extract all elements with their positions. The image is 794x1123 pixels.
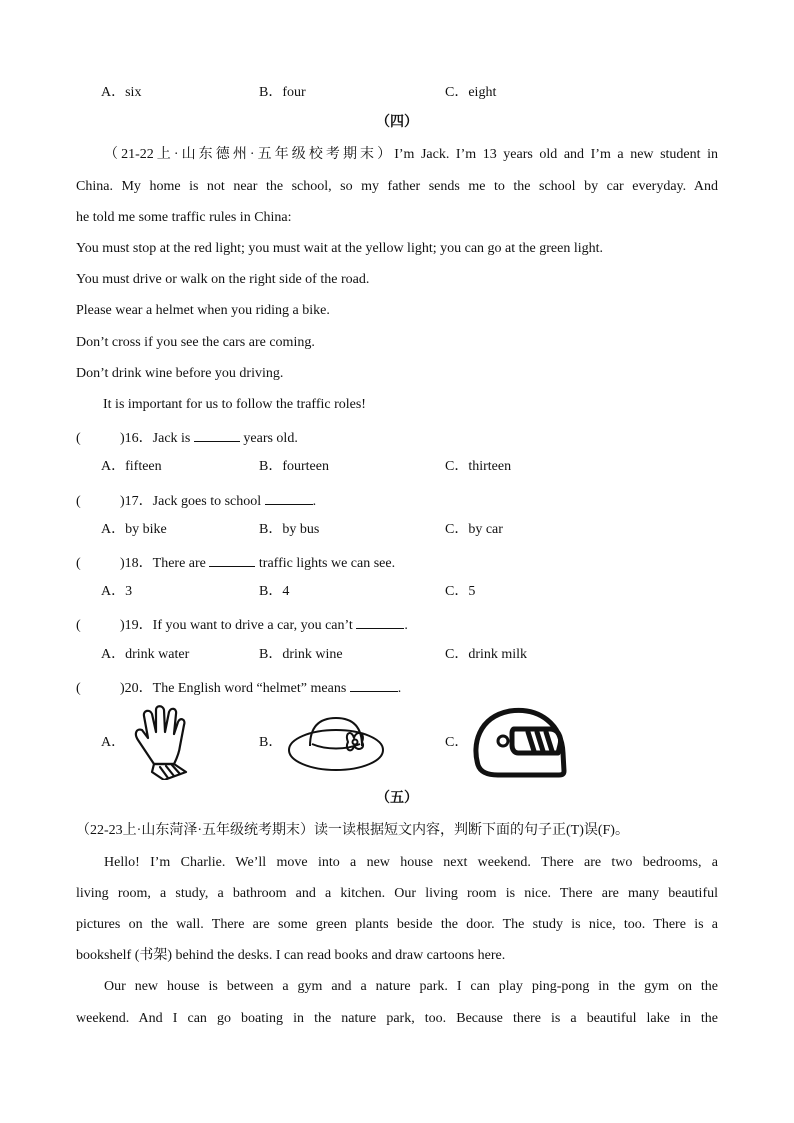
q20-option-a: A． [101,735,126,750]
q19-option-a: A．drink water [101,647,190,662]
passage-line-4: bookshelf (书架) behind the desks. I can read books and draw cartoons here. [76,948,506,963]
glove-icon [124,702,190,780]
intro-line-1: （21-22上·山东德州·五年级校考期末）I’m Jack. I’m 13 years old and I’m a new student in [104,147,718,162]
q16-option-b: B．fourteen [259,459,329,474]
q16-option-a: A．fifteen [101,459,162,474]
answer-blank [350,677,398,692]
section-5-instruction: （22-23上·山东菏泽·五年级统考期末）读一读根据短文内容，判断下面的句子正(T)误(F)。 [76,823,629,838]
q17-option-b: B．by bus [259,522,320,537]
intro-line-3: he told me some traffic rules in China: [76,210,292,225]
q18-option-c: C．5 [445,584,476,599]
rule-line-2: You must drive or walk on the right side of the road. [76,272,370,287]
intro-line-2: China. My home is not near the school, so my father sends me to the school by car everyday. And [76,179,718,194]
answer-blank [209,552,255,567]
section-5-title: （五） [376,791,418,806]
passage-line-3: pictures on the wall. There are some green plants beside the door. The study is nice, too. There is a [76,917,718,932]
question-20: ( )20．The English word “helmet” means . [76,677,401,698]
q18-option-b: B．4 [259,584,290,599]
rule-line-3: Please wear a helmet when you riding a bike. [76,303,330,318]
question-17: ( )17．Jack goes to school . [76,490,316,511]
question-16: ( )16．Jack is years old. [76,427,298,448]
q20-option-b: B． [259,735,283,750]
answer-blank [356,614,404,629]
q18-option-a: A．3 [101,584,133,599]
answer-blank [265,490,313,505]
passage-line-2: living room, a study, a bathroom and a kitchen. Our living room is nice. There are many beautiful [76,886,718,901]
option-c: C．eight [445,85,497,100]
answer-paren: ( [76,431,81,446]
q17-option-a: A．by bike [101,522,167,537]
hat-icon [286,712,386,774]
q16-option-c: C．thirteen [445,459,512,474]
section-4-title: （四） [376,115,418,130]
answer-paren: ( [76,681,81,696]
helmet-icon [470,705,568,779]
passage-line-6: weekend. And I can go boating in the nature park, too. Because there is a beautiful lake in the [76,1011,718,1026]
option-b: B．four [259,85,306,100]
passage-line-1: Hello! I’m Charlie. We’ll move into a new house next weekend. There are two bedrooms, a [104,855,718,870]
rule-line-6: It is important for us to follow the traffic roles! [103,397,366,412]
question-18: ( )18．There are traffic lights we can see. [76,552,395,573]
answer-blank [194,427,240,442]
answer-paren: ( [76,618,81,633]
passage-line-5: Our new house is between a gym and a nature park. I can play ping-pong in the gym on the [104,979,718,994]
q19-option-c: C．drink milk [445,647,528,662]
q17-option-c: C．by car [445,522,503,537]
q19-option-b: B．drink wine [259,647,343,662]
option-a: A．six [101,85,142,100]
rule-line-5: Don’t drink wine before you driving. [76,366,284,381]
answer-paren: ( [76,494,81,509]
answer-paren: ( [76,556,81,571]
q20-option-c: C． [445,735,469,750]
rule-line-4: Don’t cross if you see the cars are coming. [76,335,315,350]
rule-line-1: You must stop at the red light; you must wait at the yellow light; you can go at the green light. [76,241,604,256]
question-19: ( )19．If you want to drive a car, you can’t . [76,614,408,635]
